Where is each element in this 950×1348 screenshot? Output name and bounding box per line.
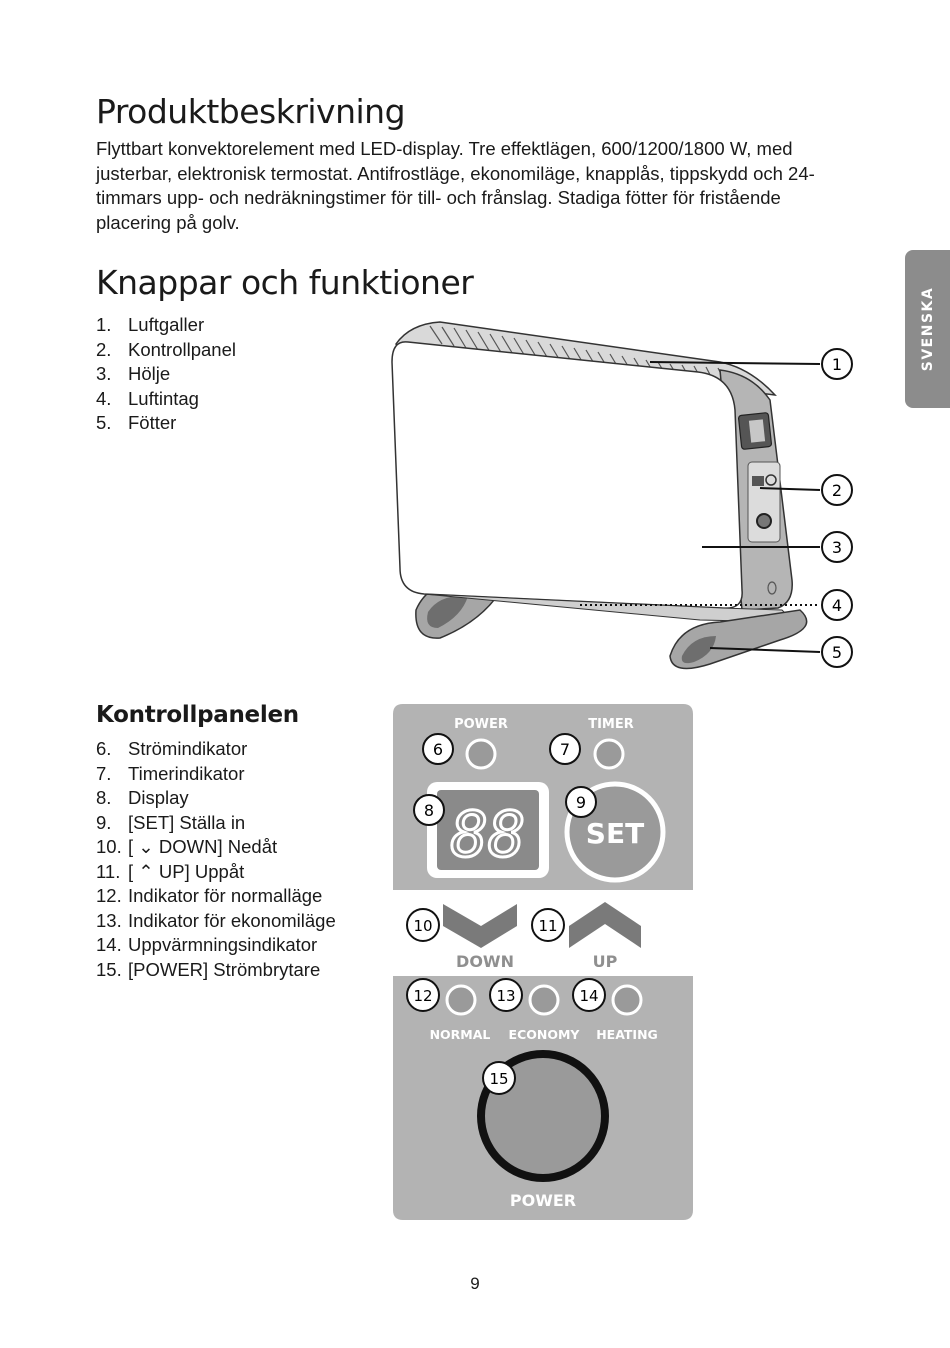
timer-indicator-label: TIMER (588, 717, 634, 732)
svg-text:1: 1 (831, 355, 843, 374)
list-item: 2. Kontrollpanel (96, 338, 236, 360)
list-item: 6. Strömindikator (96, 738, 248, 759)
callout-13 (490, 979, 522, 1011)
callout-10 (407, 909, 439, 941)
heading-buttons: Knappar och funktioner (96, 263, 474, 302)
up-label: UP (592, 952, 618, 971)
callout-2 (822, 475, 852, 505)
list-item: 9. [SET] Ställa in (96, 811, 246, 833)
list-item: 3. Hölje (96, 363, 171, 384)
list-item: 13. Indikator för ekonomiläge (96, 909, 336, 931)
svg-text:13: 13 (496, 987, 516, 1005)
list-item: 12. Indikator för normalläge (96, 885, 323, 906)
callout-11 (532, 909, 564, 941)
heading-product: Produktbeskrivning (96, 92, 406, 131)
svg-text:10: 10 (413, 917, 433, 935)
list-item: 11. [ ⌃ UP] Uppåt (96, 860, 245, 882)
svg-text:6: 6 (432, 740, 444, 759)
svg-text:7: 7 (559, 740, 571, 759)
svg-text:8: 8 (423, 801, 435, 820)
callout-3 (822, 532, 852, 562)
economy-label: ECONOMY (508, 1027, 580, 1042)
list-item: 10. [ ⌄ DOWN] Nedåt (96, 836, 278, 857)
svg-text:12: 12 (413, 987, 433, 1005)
normal-indicator-light (447, 986, 475, 1014)
led-display: 88 (450, 798, 526, 871)
heater-illustration (380, 310, 860, 690)
parts-list (96, 313, 236, 436)
callout-8 (414, 795, 444, 825)
heating-label: HEATING (596, 1027, 658, 1042)
svg-text:3: 3 (831, 538, 843, 557)
callout-6 (423, 734, 453, 764)
svg-text:2: 2 (831, 481, 843, 500)
control-panel-illustration (393, 704, 693, 1220)
callout-7 (550, 734, 580, 764)
callout-15 (483, 1062, 515, 1094)
list-item: 8. Display (96, 787, 189, 808)
callout-5 (822, 637, 852, 667)
down-label: DOWN (456, 952, 514, 971)
callout-14 (573, 979, 605, 1011)
panel-list (96, 737, 336, 982)
heading-panel: Kontrollpanelen (96, 702, 299, 728)
list-item: 15. [POWER] Strömbrytare (96, 958, 321, 980)
language-tab: SVENSKA (905, 250, 950, 408)
down-arrow-button[interactable] (443, 904, 517, 948)
list-item: 1. Luftgaller (96, 314, 205, 335)
intro-paragraph: Flyttbart konvektorelement med LED-display. Tre effektlägen, 600/1200/1800 W, med justerbar, elektronisk termostat. Antifrostläge, ekonomiläge, knapplås, tippskydd och 24-timmars upp- och nedräkningstimer för till- och frånslag. Stadiga fötter för fristående placering på golv. (96, 138, 815, 233)
svg-text:11: 11 (538, 917, 558, 935)
normal-label: NORMAL (429, 1027, 491, 1042)
page-number: 9 (470, 1274, 480, 1293)
svg-text:14: 14 (579, 987, 599, 1005)
svg-text:4: 4 (831, 596, 843, 615)
callout-1 (822, 349, 852, 379)
callout-12 (407, 979, 439, 1011)
list-item: 4. Luftintag (96, 387, 199, 409)
timer-indicator-light (595, 740, 623, 768)
list-item: 7. Timerindikator (96, 762, 245, 784)
svg-text:15: 15 (489, 1070, 509, 1088)
heating-indicator-light (613, 986, 641, 1014)
economy-indicator-light (530, 986, 558, 1014)
svg-text:9: 9 (575, 793, 587, 812)
up-arrow-button[interactable] (569, 902, 641, 948)
svg-text:5: 5 (831, 643, 843, 662)
list-item: 5. Fötter (96, 412, 177, 433)
power-button-label: POWER (509, 1191, 577, 1210)
callout-9 (566, 787, 596, 817)
set-button-label: SET (585, 817, 645, 850)
list-item: 14. Uppvärmningsindikator (96, 934, 318, 955)
callout-4 (822, 590, 852, 620)
power-indicator-light (467, 740, 495, 768)
power-indicator-label: POWER (454, 717, 508, 732)
